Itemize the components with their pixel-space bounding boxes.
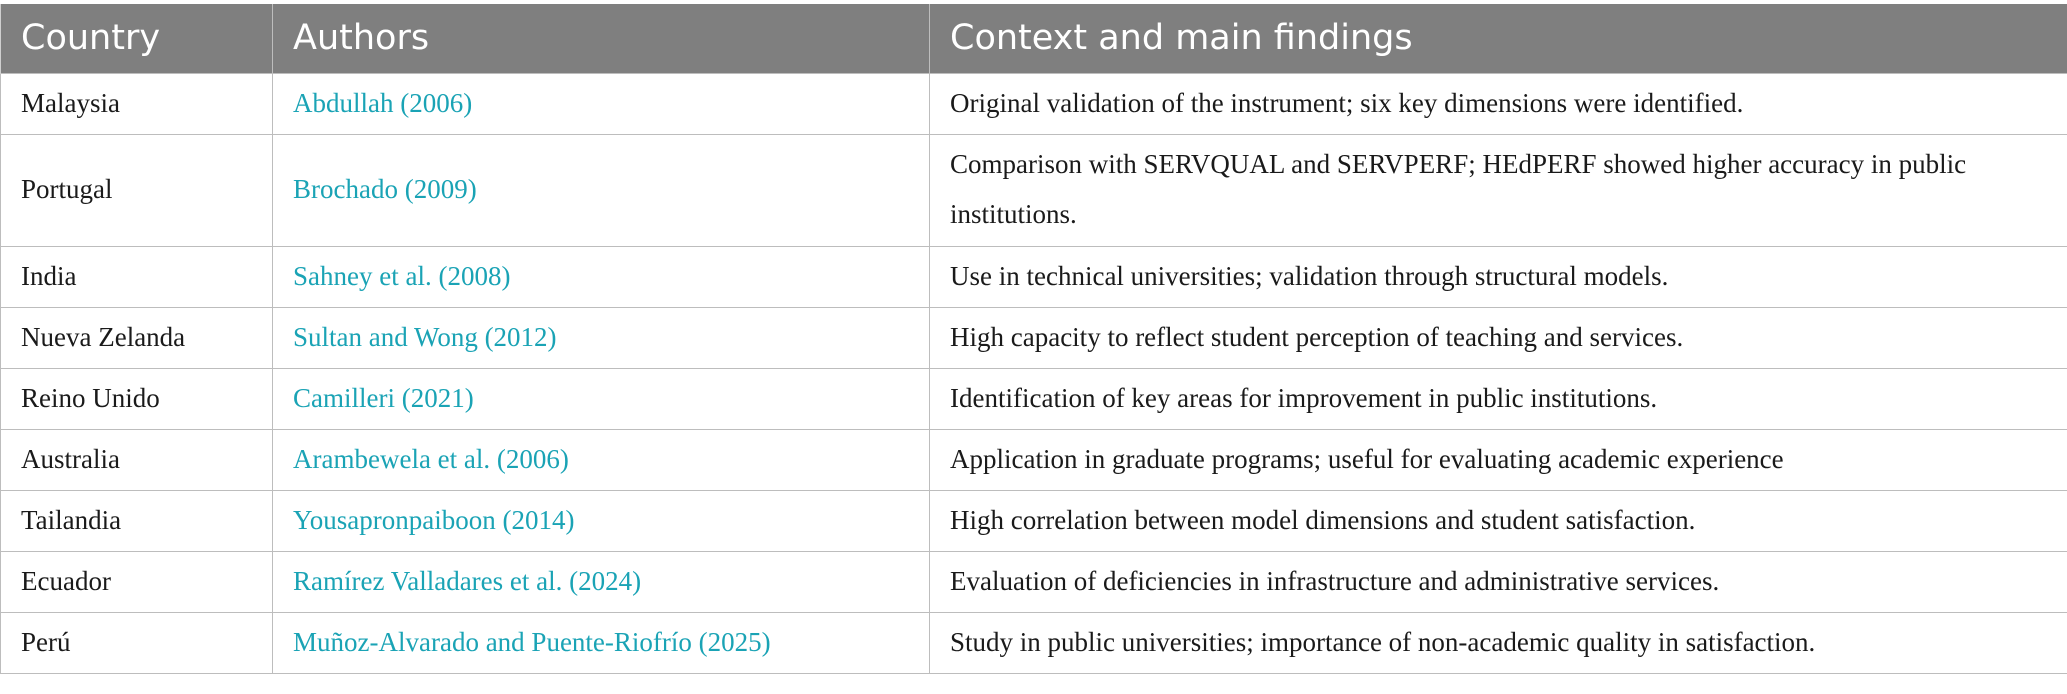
findings-cell: Comparison with SERVQUAL and SERVPERF; HEdPERF showed higher accuracy in public institutions. xyxy=(930,134,2067,246)
author-link[interactable]: Camilleri (2021) xyxy=(273,368,930,429)
author-link[interactable]: Arambewela et al. (2006) xyxy=(273,429,930,490)
author-link[interactable]: Brochado (2009) xyxy=(273,134,930,246)
header-country: Country xyxy=(1,4,273,73)
author-link[interactable]: Muñoz-Alvarado and Puente-Riofrío (2025) xyxy=(273,612,930,673)
table-row xyxy=(1,307,2067,368)
findings-cell: Study in public universities; importance of non-academic quality in satisfaction. xyxy=(930,612,2067,673)
country-cell: Australia xyxy=(1,429,273,490)
table-body xyxy=(1,73,2067,673)
table-row xyxy=(1,368,2067,429)
header-findings: Context and main findings xyxy=(930,4,2067,73)
studies-table xyxy=(0,4,2067,674)
country-cell: Malaysia xyxy=(1,73,273,134)
country-cell: Portugal xyxy=(1,134,273,246)
findings-cell: High capacity to reflect student perception of teaching and services. xyxy=(930,307,2067,368)
findings-cell: High correlation between model dimensions and student satisfaction. xyxy=(930,490,2067,551)
header-row xyxy=(1,4,2067,73)
table-row xyxy=(1,246,2067,307)
country-cell: Tailandia xyxy=(1,490,273,551)
author-link[interactable]: Sultan and Wong (2012) xyxy=(273,307,930,368)
findings-cell: Identification of key areas for improvement in public institutions. xyxy=(930,368,2067,429)
findings-cell: Evaluation of deficiencies in infrastructure and administrative services. xyxy=(930,551,2067,612)
table-row xyxy=(1,612,2067,673)
table-container xyxy=(0,4,2067,674)
author-link[interactable]: Abdullah (2006) xyxy=(273,73,930,134)
table-row xyxy=(1,73,2067,134)
country-cell: Ecuador xyxy=(1,551,273,612)
table-row xyxy=(1,134,2067,246)
author-link[interactable]: Yousapronpaiboon (2014) xyxy=(273,490,930,551)
author-link[interactable]: Sahney et al. (2008) xyxy=(273,246,930,307)
findings-cell: Application in graduate programs; useful for evaluating academic experience xyxy=(930,429,2067,490)
table-row xyxy=(1,551,2067,612)
author-link[interactable]: Ramírez Valladares et al. (2024) xyxy=(273,551,930,612)
findings-cell: Use in technical universities; validation through structural models. xyxy=(930,246,2067,307)
findings-cell: Original validation of the instrument; six key dimensions were identified. xyxy=(930,73,2067,134)
table-row xyxy=(1,490,2067,551)
country-cell: Reino Unido xyxy=(1,368,273,429)
country-cell: Perú xyxy=(1,612,273,673)
table-header xyxy=(1,4,2067,73)
country-cell: Nueva Zelanda xyxy=(1,307,273,368)
table-row xyxy=(1,429,2067,490)
header-authors: Authors xyxy=(273,4,930,73)
country-cell: India xyxy=(1,246,273,307)
